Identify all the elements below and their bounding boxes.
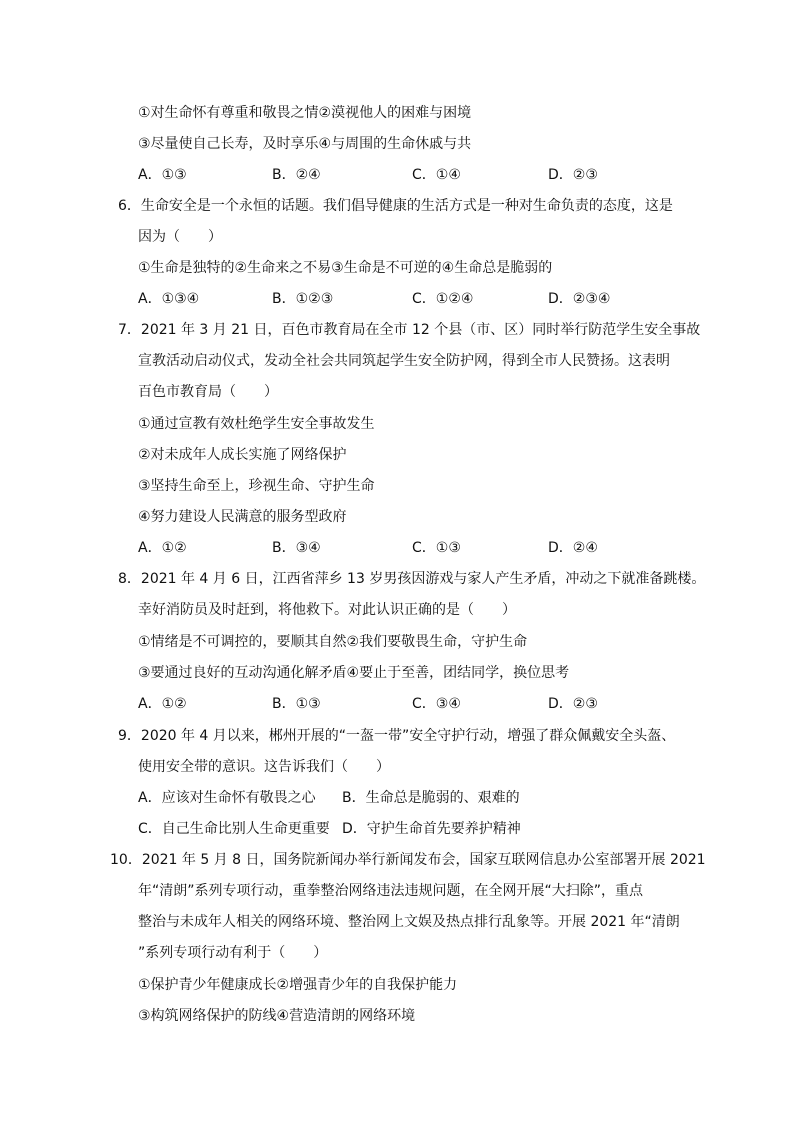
q7-item-1: ①通过宣教有效杜绝学生安全事故发生 — [138, 416, 375, 432]
q7-item-2: ②对未成年人成长实施了网络保护 — [138, 447, 347, 463]
q7-stem-line-3: 百色市教育局（ ） — [138, 384, 278, 400]
q5-items-line-2: ③尽量使自己长寿，及时享乐④与周围的生命休戚与共 — [138, 136, 472, 152]
q7-option-a: A．①② — [138, 540, 187, 556]
q9-stem-line-2: 使用安全带的意识。这告诉我们（ ） — [138, 759, 390, 775]
q7-option-d: D．②④ — [548, 540, 598, 556]
q7-option-b: B．③④ — [272, 540, 321, 556]
q5-option-c: C．①④ — [412, 167, 461, 183]
q6-option-b: B．①②③ — [272, 291, 334, 307]
q8-option-c: C．③④ — [412, 696, 461, 712]
q8-items-line-1: ①情绪是不可调控的，要顺其自然②我们要敬畏生命，守护生命 — [138, 634, 528, 650]
q10-stem-line-4: ”系列专项行动有利于（ ） — [138, 945, 328, 961]
q6-stem-line-1: 6．生命安全是一个永恒的话题。我们倡导健康的生活方式是一种对生命负责的态度，这是 — [118, 198, 673, 214]
q8-option-b: B．①③ — [272, 696, 321, 712]
q7-stem-line-1: 7．2021 年 3 月 21 日，百色市教育局在全市 12 个县（市、区）同时举行防范学生安全事故 — [118, 322, 701, 338]
q7-item-3: ③坚持生命至上，珍视生命、守护生命 — [138, 478, 375, 494]
q5-option-b: B．②④ — [272, 167, 321, 183]
q10-items-line-1: ①保护青少年健康成长②增强青少年的自我保护能力 — [138, 977, 458, 993]
q6-stem-line-2: 因为（ ） — [138, 229, 222, 245]
q9-option-c: C．自己生命比别人生命更重要 — [138, 821, 330, 837]
q8-items-line-2: ③要通过良好的互动沟通化解矛盾④要止于至善，团结同学，换位思考 — [138, 665, 570, 681]
q8-option-a: A．①② — [138, 696, 187, 712]
q6-option-d: D．②③④ — [548, 291, 611, 307]
q10-stem-line-1: 10．2021 年 5 月 8 日，国务院新闻办举行新闻发布会，国家互联网信息办公室部署开展 2021 — [110, 852, 706, 868]
q8-stem-line-1: 8．2021 年 4 月 6 日，江西省萍乡 13 岁男孩因游戏与家人产生矛盾，冲动之下就准备跳楼。 — [118, 571, 706, 587]
q6-items-line-1: ①生命是独特的②生命来之不易③生命是不可逆的④生命总是脆弱的 — [138, 260, 553, 276]
q5-option-d: D．②③ — [548, 167, 598, 183]
q5-option-a: A．①③ — [138, 167, 187, 183]
q9-stem-line-1: 9．2020 年 4 月以来，郴州开展的“一盔一带”安全守护行动，增强了群众佩戴安全头盔、 — [118, 728, 676, 744]
q5-items-line-1: ①对生命怀有尊重和敬畏之情②漠视他人的困难与困境 — [138, 105, 472, 121]
q6-option-a: A．①③④ — [138, 291, 200, 307]
q9-option-d: D．守护生命首先要养护精神 — [342, 821, 521, 837]
q8-stem-line-2: 幸好消防员及时赶到，将他救下。对此认识正确的是（ ） — [138, 602, 516, 618]
q9-option-a: A．应该对生命怀有敬畏之心 — [138, 790, 316, 806]
q10-items-line-2: ③构筑网络保护的防线④营造清朗的网络环境 — [138, 1008, 416, 1024]
q9-option-b: B．生命总是脆弱的、艰难的 — [342, 790, 520, 806]
q10-stem-line-3: 整治与未成年人相关的网络环境、整治网上文娱及热点排行乱象等。开展 2021 年“清朗 — [138, 914, 680, 930]
q6-option-c: C．①②④ — [412, 291, 474, 307]
q7-item-4: ④努力建设人民满意的服务型政府 — [138, 509, 347, 525]
q7-stem-line-2: 宣教活动启动仪式，发动全社会共同筑起学生安全防护网，得到全市人民赞扬。这表明 — [138, 353, 670, 369]
q8-option-d: D．②③ — [548, 696, 598, 712]
q7-option-c: C．①③ — [412, 540, 461, 556]
q10-stem-line-2: 年“清朗”系列专项行动，重拳整治网络违法违规问题，在全网开展“大扫除”，重点 — [138, 883, 644, 899]
